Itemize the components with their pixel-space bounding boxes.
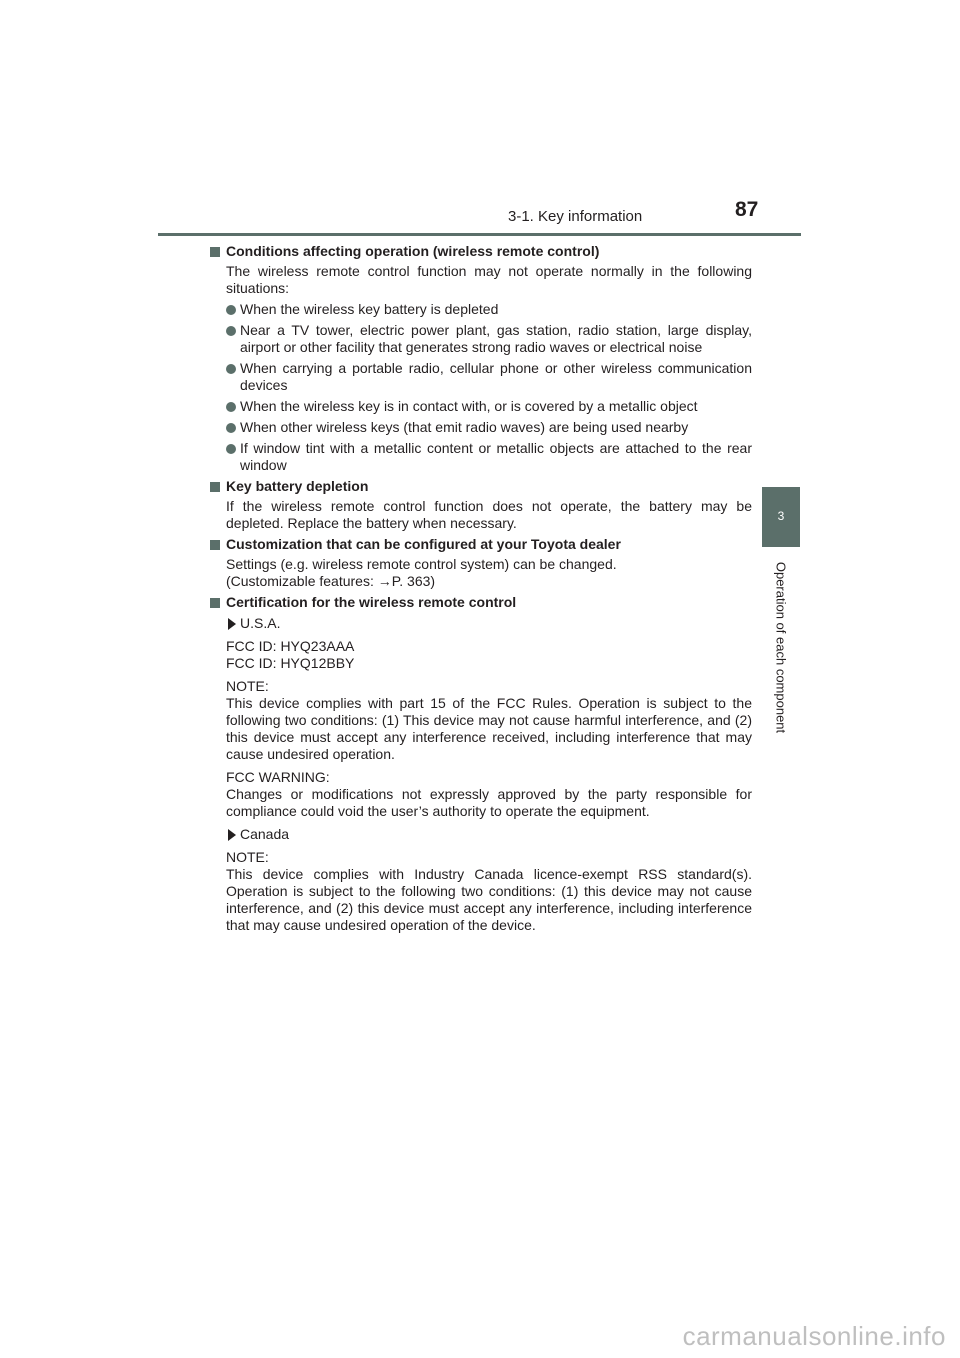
round-bullet-icon bbox=[226, 305, 236, 315]
region-label: Canada bbox=[240, 826, 290, 842]
list-item bbox=[210, 419, 752, 436]
square-bullet-icon bbox=[210, 540, 220, 550]
page-content bbox=[210, 239, 752, 934]
conditions-intro: The wireless remote control function may not operate normally in the following situations: bbox=[226, 263, 752, 296]
heading-text: Key battery depletion bbox=[226, 478, 369, 494]
round-bullet-icon bbox=[226, 402, 236, 412]
customization-line-2: (Customizable features: →P. 363) bbox=[226, 573, 436, 589]
heading-text: Customization that can be configured at your Toyota dealer bbox=[226, 536, 621, 552]
round-bullet-icon bbox=[226, 444, 236, 454]
list-item-text: If window tint with a metallic content or metallic objects are attached to the rear window bbox=[240, 440, 752, 473]
round-bullet-icon bbox=[226, 423, 236, 433]
header-divider bbox=[158, 233, 801, 236]
list-item bbox=[210, 440, 752, 474]
site-watermark: carmanualsonline.info bbox=[682, 1321, 946, 1351]
header-section-title: 3-1. Key information bbox=[508, 208, 643, 225]
square-bullet-icon bbox=[210, 598, 220, 608]
list-item-text: When carrying a portable radio, cellular phone or other wireless communication devices bbox=[240, 360, 752, 393]
usa-note-label: NOTE: bbox=[226, 678, 269, 694]
section-heading-conditions bbox=[210, 243, 752, 260]
list-item-text: Near a TV tower, electric power plant, gas station, radio station, large display, airport or other facility that generates strong radio waves or electrical noise bbox=[240, 322, 752, 355]
usa-note-text: This device complies with part 15 of the FCC Rules. Operation is subject to the following two conditions: (1) This device may not cause harmful interference, and (2) this device must accept any interference received, including interference that may cause undesired operation. bbox=[226, 695, 752, 762]
canada-note-label: NOTE: bbox=[226, 849, 269, 865]
region-label-canada bbox=[210, 826, 752, 843]
section-heading-certification bbox=[210, 594, 752, 611]
fcc-id-2: FCC ID: HYQ12BBY bbox=[226, 655, 355, 671]
heading-text: Conditions affecting operation (wireless remote control) bbox=[226, 243, 600, 259]
list-item-text: When the wireless key battery is depleted bbox=[240, 301, 499, 317]
list-item-text: When other wireless keys (that emit radio waves) are being used nearby bbox=[240, 419, 689, 435]
heading-text: Certification for the wireless remote control bbox=[226, 594, 517, 610]
region-label-usa bbox=[210, 615, 752, 632]
list-item-text: When the wireless key is in contact with, or is covered by a metallic object bbox=[240, 398, 698, 414]
fcc-warning-text: Changes or modifications not expressly approved by the party responsible for compliance could void the user’s authority to operate the equipment. bbox=[226, 786, 752, 819]
round-bullet-icon bbox=[226, 364, 236, 374]
fcc-id-1: FCC ID: HYQ23AAA bbox=[226, 638, 355, 654]
battery-text: If the wireless remote control function does not operate, the battery may be depleted. Replace the battery when necessary. bbox=[226, 498, 752, 531]
fcc-warning-label: FCC WARNING: bbox=[226, 769, 330, 785]
chapter-title: Operation of each component bbox=[773, 561, 789, 734]
list-item bbox=[210, 322, 752, 356]
list-item bbox=[210, 360, 752, 394]
square-bullet-icon bbox=[210, 482, 220, 492]
square-bullet-icon bbox=[210, 247, 220, 257]
list-item bbox=[210, 301, 752, 318]
triangle-arrow-icon bbox=[228, 829, 236, 841]
customization-line-1: Settings (e.g. wireless remote control system) can be changed. bbox=[226, 556, 617, 572]
triangle-arrow-icon bbox=[228, 618, 236, 630]
region-label: U.S.A. bbox=[240, 615, 281, 631]
section-heading-battery bbox=[210, 478, 752, 495]
page-number: 87 bbox=[735, 198, 759, 221]
round-bullet-icon bbox=[226, 326, 236, 336]
canada-note-text: This device complies with Industry Canada licence-exempt RSS standard(s). Operation is subject to the following two conditions: (1) this device may not cause interference, and (2) this device must accept any interference, including interference that may cause undesired operation of the device. bbox=[226, 866, 752, 933]
section-heading-customization bbox=[210, 536, 752, 553]
list-item bbox=[210, 398, 752, 415]
chapter-tab: 3 bbox=[762, 487, 800, 547]
